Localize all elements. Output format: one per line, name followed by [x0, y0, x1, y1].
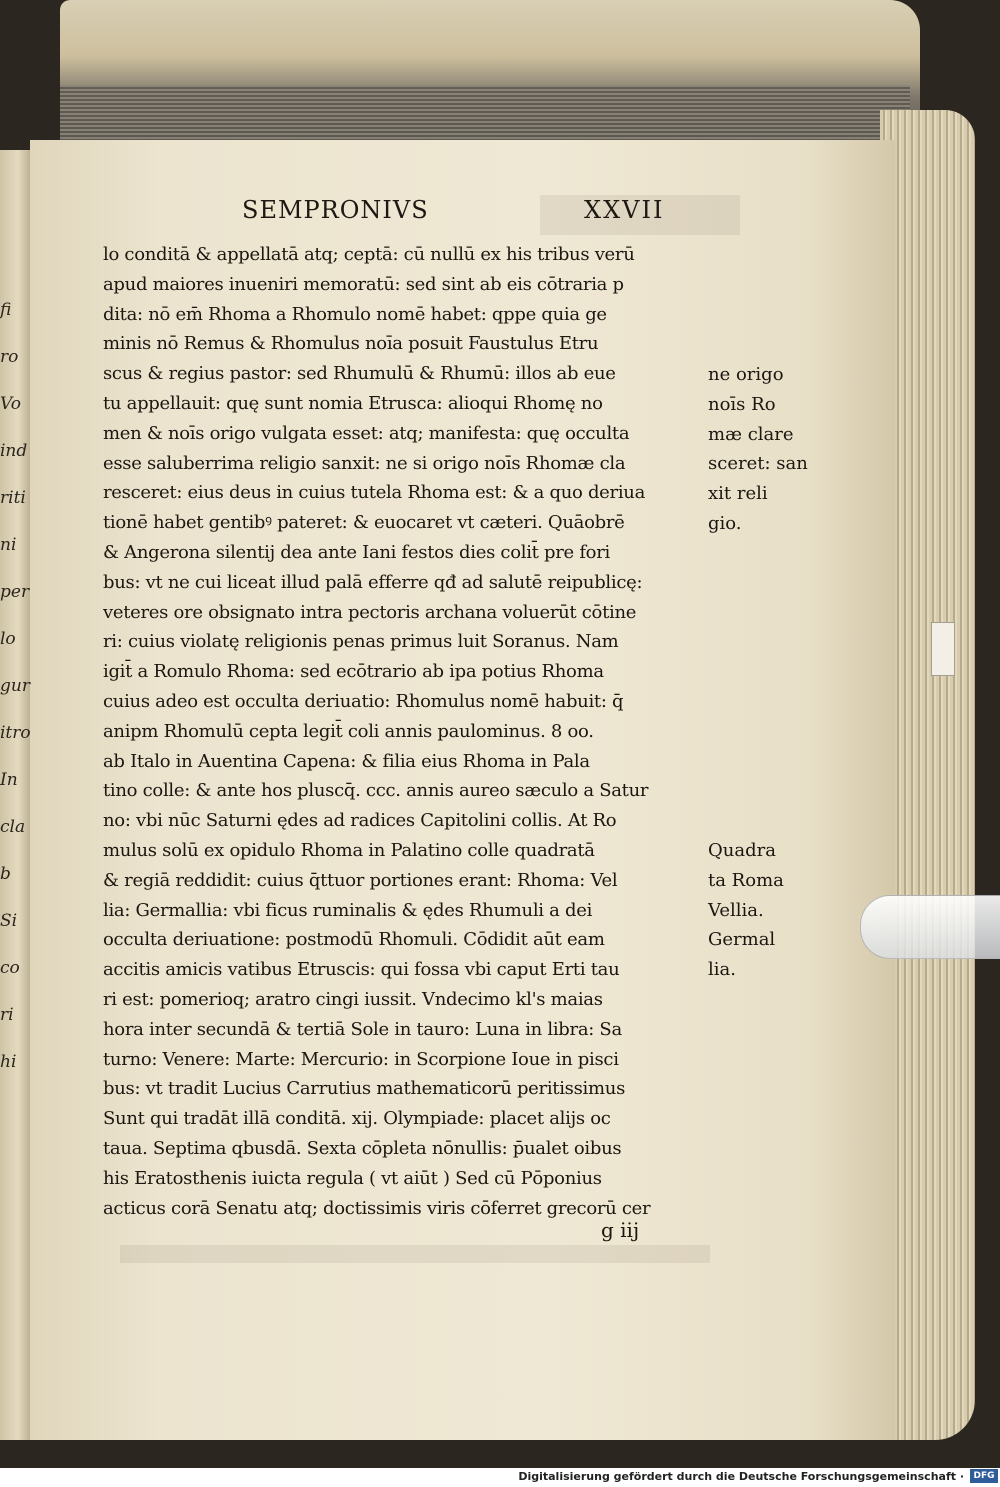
text-line: tu appellauit: quę sunt nomia Etrusca: alioqui Rhomę no [103, 392, 603, 414]
text-line: acticus corā Senatu atq; doctissimis viris cōferret grecorū cer [103, 1197, 651, 1219]
left-page-fragment: Si [0, 911, 18, 931]
margin-note-line: sceret: san [708, 453, 808, 475]
margin-note-line: Germal [708, 929, 776, 951]
left-page-fragment: co [0, 958, 20, 978]
left-page-fragment: ind [0, 441, 28, 461]
left-page-fragment: fi [0, 300, 12, 320]
text-line: apud maiores inueniri memoratū: sed sint ab eis cōtraria p [103, 273, 624, 295]
text-line: no: vbi nūc Saturni ędes ad radices Capitolini collis. At Ro [103, 810, 617, 832]
left-page-fragment: In [0, 770, 18, 790]
text-line: lia: Germallia: vbi ficus ruminalis & ędes Rhumuli a dei [103, 899, 593, 921]
text-line: cuius adeo est occulta deriuatio: Rhomulus nomē habuit: q̄ [103, 690, 624, 712]
text-line: anipm Rhomulū cepta legit̄ coli annis paulominus. 8 oo. [103, 720, 594, 742]
left-page-fragment: cla [0, 817, 26, 837]
margin-note-line: Vellia. [708, 899, 764, 921]
text-line: bus: vt ne cui liceat illud palā efferre qđ ad salutē reipublicę: [103, 571, 643, 593]
left-page-fragment: hi [0, 1052, 17, 1072]
text-line: resceret: eius deus in cuius tutela Rhoma est: & a quo deriua [103, 482, 646, 504]
margin-note-quadrata [708, 836, 784, 985]
left-page-fragment: Vo [0, 394, 21, 414]
body-text [103, 240, 713, 1223]
text-line: ri est: pomerioq; aratro cingi iussit. Vndecimo kl's maias [103, 988, 603, 1010]
running-head-folio: XXVII [584, 196, 665, 224]
left-page-fragment: ri [0, 1005, 14, 1025]
text-line: hora inter secundā & tertiā Sole in tauro: Luna in libra: Sa [103, 1018, 622, 1040]
text-line: veteres ore obsignato intra pectoris archana voluerūt cōtine [103, 601, 637, 623]
text-line: scus & regius pastor: sed Rhumulū & Rhumū: illos ab eue [103, 363, 616, 385]
text-line: esse saluberrima religio sanxit: ne si origo noīs Rhomæ cla [103, 452, 626, 474]
text-line: tionē habet gentibꝰ pateret: & euocaret vt cæteri. Quāobrē [103, 512, 625, 534]
text-line: taua. Septima qbusdā. Sexta cōpleta nōnullis: p̄ualet oibus [103, 1137, 622, 1159]
show-through-line [120, 1245, 710, 1263]
text-line: & regiā reddidit: cuius q̄ttuor portiones erant: Rhoma: Vel [103, 869, 618, 891]
page-edges-top [60, 85, 910, 140]
glass-clamp [860, 895, 1000, 959]
left-page-fragment: gur [0, 676, 30, 696]
text-line: bus: vt tradit Lucius Carrutius mathematicorū peritissimus [103, 1078, 626, 1100]
text-line: mulus solū ex opidulo Rhoma in Palatino colle quadratā [103, 839, 595, 861]
text-line: his Eratosthenis iuicta regula ( vt aiūt ) Sed cū Pōponius [103, 1167, 602, 1189]
margin-note-origin [708, 360, 808, 539]
text-line: ab Italo in Auentina Capena: & filia eius Rhoma in Pala [103, 750, 590, 772]
dfg-logo: DFG [970, 1469, 998, 1483]
text-line: accitis amicis vatibus Etruscis: qui fossa vbi caput Erti tau [103, 959, 620, 981]
margin-note-line: mæ clare [708, 423, 794, 445]
facing-page-left [0, 150, 30, 1440]
text-line: Sunt qui tradāt illā conditā. xij. Olympiade: placet alijs oc [103, 1108, 611, 1130]
margin-note-line: gio. [708, 512, 742, 534]
left-page-fragment: itro [0, 723, 31, 743]
text-line: tino colle: & ante hos pluscq̄. ccc. annis aureo sæculo a Satur [103, 780, 649, 802]
margin-note-line: noīs Ro [708, 393, 776, 415]
left-page-fragment: b [0, 864, 11, 884]
text-line: ri: cuius violatę religionis penas primus luit Soranus. Nam [103, 631, 619, 653]
text-line: dita: nō em̄ Rhoma a Rhomulo nomē habet: qppe quia ge [103, 303, 607, 325]
left-page-fragment: lo [0, 629, 16, 649]
margin-note-line: lia. [708, 959, 736, 981]
left-page-fragment: per [0, 582, 30, 602]
text-line: men & noīs origo vulgata esset: atq; manifesta: quę occulta [103, 422, 630, 444]
text-line: occulta deriuatione: postmodū Rhomuli. Cōdidit aūt eam [103, 929, 605, 951]
text-line: minis nō Remus & Rhomulus noīa posuit Faustulus Etru [103, 333, 599, 355]
running-head-title: SEMPRONIVS [242, 196, 429, 224]
left-page-fragment: riti [0, 488, 26, 508]
text-line: & Angerona silentij dea ante Iani festos dies colit̄ pre fori [103, 541, 610, 563]
left-page-fragment: ro [0, 347, 19, 367]
margin-note-line: ta Roma [708, 869, 784, 891]
margin-note-line: Quadra [708, 840, 776, 861]
bookmark-tab [931, 622, 955, 676]
margin-note-line: xit reli [708, 483, 768, 505]
text-line: igit̄ a Romulo Rhoma: sed ecōtrario ab ipa potius Rhoma [103, 661, 604, 683]
text-line: turno: Venere: Marte: Mercurio: in Scorpione Ioue in pisci [103, 1048, 619, 1070]
signature-mark: g iij [601, 1218, 640, 1242]
dfg-credit: Digitalisierung gefördert durch die Deutsche Forschungsgemeinschaft · [518, 1470, 964, 1483]
margin-note-line: ne origo [708, 364, 784, 385]
text-line: lo conditā & appellatā atq; ceptā: cū nullū ex his tribus verū [103, 244, 635, 265]
left-page-fragment: ni [0, 535, 17, 555]
